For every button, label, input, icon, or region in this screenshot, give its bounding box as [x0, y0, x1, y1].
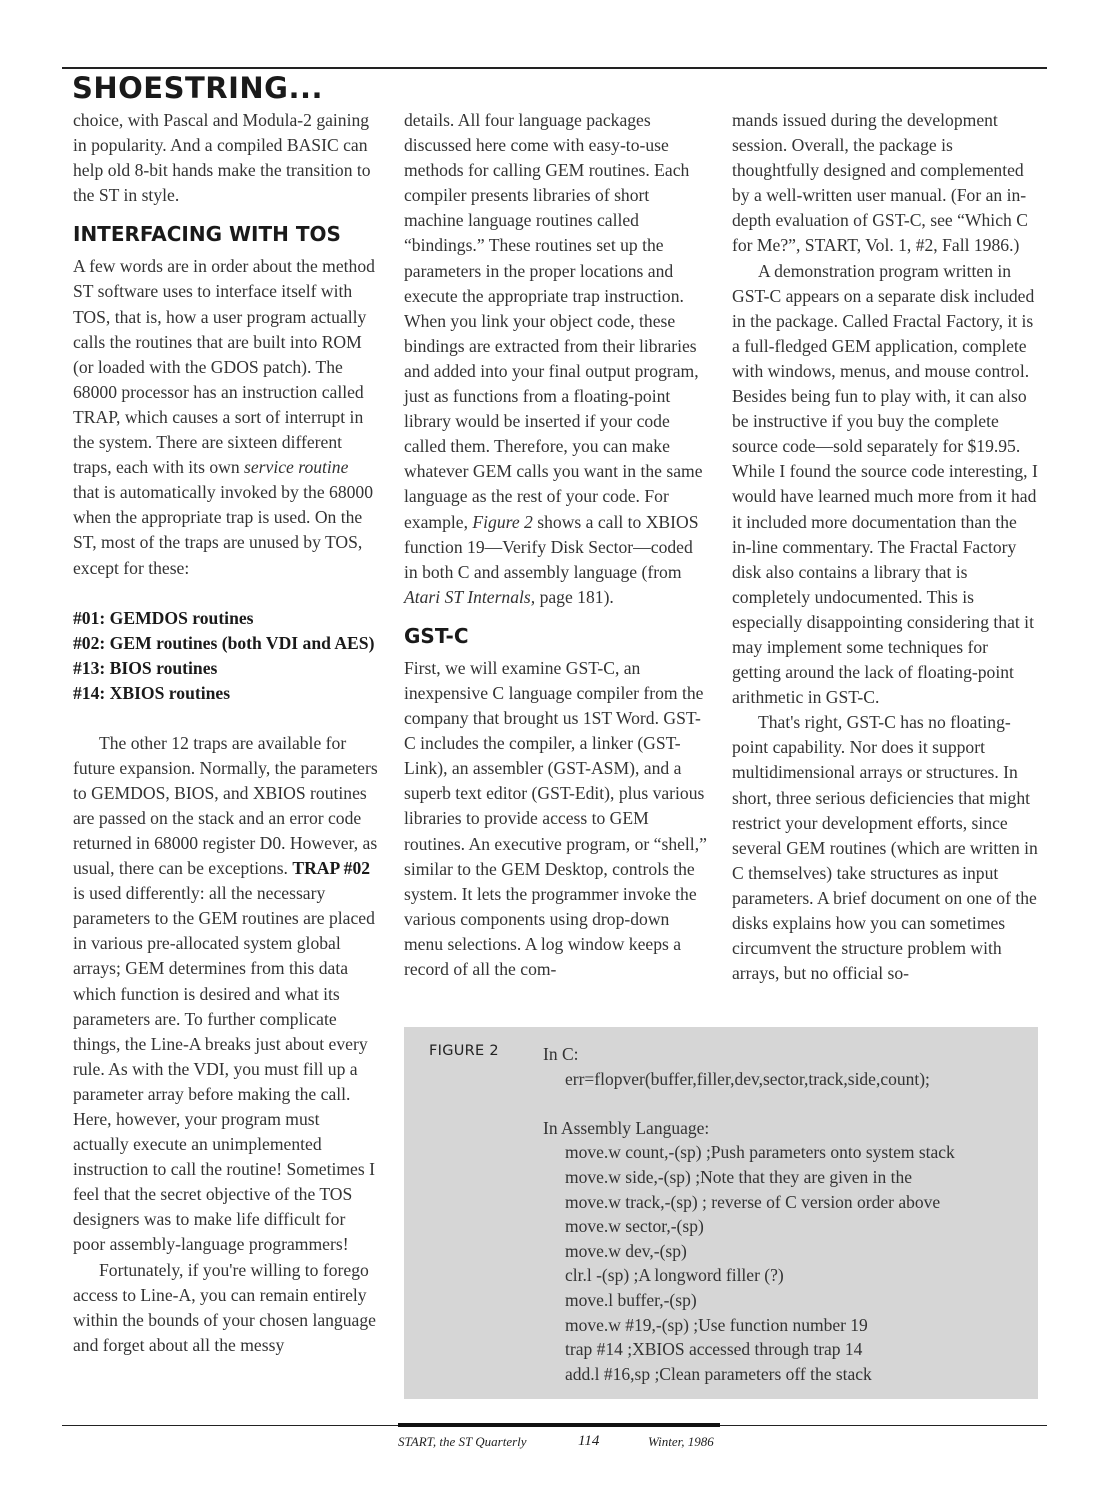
paragraph: First, we will examine GST-C, an inexpensive C language compiler from the company that brought us 1ST Word. GST-C includes the compiler, a linker (GST-Link), an assembler (GST-ASM), and a superb text editor (GST-Edit), plus various libraries to provide access to GEM routines. An executive program, or “shell,” similar to the GEM Desktop, controls the system. It lets the programmer invoke the various components using drop-down menu selections. A log window keeps a record of all the com-	[404, 657, 707, 979]
text-run: shows a call to XBIOS function 19—Verify Disk Sector—coded in both C and assembly language (from	[404, 511, 699, 582]
paragraph: choice, with Pascal and Modula-2 gaining in popularity. And a compiled BASIC can help old 8-bit hands make the transition to the ST in style.	[73, 110, 371, 206]
code-line: move.l buffer,-(sp)	[565, 1289, 697, 1310]
figure-label: FIGURE 2	[429, 1043, 499, 1059]
code-line: move.w sector,-(sp)	[565, 1216, 704, 1237]
paragraph: Fortunately, if you're willing to forego access to Line-A, you can remain entirely within the bounds of your chosen language and forget about all the messy	[73, 1259, 376, 1355]
page-number: 114	[578, 1433, 600, 1449]
figure-code	[543, 1042, 1026, 1386]
text-run: The other 12 traps are available for future expansion. Normally, the parameters to GEMDOS, BIOS, and XBIOS routines are passed on the stack and an error code returned in 68000 register D0. However, as usual, there can be exceptions.	[73, 732, 378, 879]
code-line: move.w #19,-(sp) ;Use function number 19	[565, 1314, 868, 1335]
bottom-rule-accent	[398, 1423, 720, 1427]
text-run: details. All four language packages discussed here come with easy-to-use methods for calling GEM routines. Each compiler presents libraries of short machine language routines called “bindings.” These routines set up the parameters in the proper locations and execute the appropriate trap instruction. When you link your object code, these bindings are extracted from their libraries and added into your final output program, just as functions from a floating-point library would be inserted if your code called them. Therefore, you can make whatever GEM calls you want in the same language as the rest of your code. For example,	[404, 110, 703, 532]
issue-date: Winter, 1986	[648, 1434, 714, 1449]
text-run: is used differently: all the necessary parameters to the GEM routines are placed in various pre-allocated system global arrays; GEM determines from this data which function is desired and what its parameters are. To further complicate things, the Line-A breaks just about every rule. As with the VDI, you must fill up a parameter array before making the call. Here, however, your program must actually execute an unimplemented instruction to call the routine! Sometimes I feel that the secret objective of the TOS designers was to make life difficult for poor assembly-language programmers!	[73, 883, 375, 1255]
figure-2-box	[404, 1027, 1038, 1399]
column-2	[404, 108, 710, 982]
text-run: page 181).	[539, 586, 614, 607]
figure-c-heading: In C:	[543, 1044, 579, 1064]
figure-c-code: err=flopver(buffer,filler,dev,sector,track,side,count);	[565, 1068, 930, 1089]
trap-list	[73, 606, 379, 706]
code-line: trap #14 ;XBIOS accessed through trap 14	[565, 1339, 863, 1360]
code-line: move.w count,-(sp) ;Push parameters onto system stack	[565, 1142, 955, 1163]
italic-term: Figure 2	[472, 511, 533, 532]
paragraph: mands issued during the development session. Overall, the package is thoughtfully designed and complemented by a well-written user manual. (For an in-depth evaluation of GST-C, see “Which C for Me?”, START, Vol. 1, #2, Fall 1986.)	[732, 110, 1028, 256]
paragraph	[404, 108, 710, 610]
code-line: add.l #16,sp ;Clean parameters off the stack	[565, 1363, 872, 1384]
code-line: clr.l -(sp) ;A longword filler (?)	[565, 1265, 784, 1286]
column-3	[732, 108, 1038, 986]
page-title: SHOESTRING...	[72, 71, 324, 105]
paragraph: That's right, GST-C has no floating-point capability. Nor does it support multidimensional arrays or structures. In short, three serious deficiencies that might restrict your development efforts, since several GEM routines (which are written in C themselves) take structures as input parameters. A brief document on one of the disks explains how you can sometimes circumvent the structure problem with arrays, but no official so-	[732, 712, 1038, 984]
spacer	[543, 1091, 1026, 1116]
page-footer	[398, 1434, 728, 1452]
column-1	[73, 108, 379, 1358]
paragraph: A demonstration program written in GST-C appears on a separate disk included in the package. Called Fractal Factory, it is a full-fledged GEM application, complete with windows, menus, and mouse control. Besides being fun to play with, it can also be instructive if you buy the complete source code—sold separately for $19.95. While I found the source code interesting, I would have learned much more from it had it included more documentation than the in-line commentary. The Fractal Factory disk also contains a library that is completely undocumented. This is especially disappointing considering that it may implement some techniques for getting around the lack of floating-point arithmetic in GST-C.	[732, 260, 1038, 708]
text-run: A few words are in order about the method ST software uses to interface itself with TOS, that is, how a user program actually calls the routines that are built into ROM (or loaded with the GDOS patch). The 68000 processor has an instruction called TRAP, which causes a sort of interrupt in the system. There are sixteen different traps, each with its own	[73, 256, 375, 478]
list-item: #14: XBIOS routines	[73, 682, 231, 703]
code-line: move.w dev,-(sp)	[565, 1240, 687, 1261]
italic-term: service routine	[244, 457, 349, 478]
paragraph	[73, 731, 379, 1258]
list-item: #13: BIOS routines	[73, 657, 218, 678]
list-item: #01: GEMDOS routines	[73, 607, 254, 628]
top-rule	[62, 67, 1047, 69]
figure-asm-heading: In Assembly Language:	[543, 1117, 710, 1138]
spacer	[73, 581, 379, 606]
italic-term: Atari ST Internals,	[404, 586, 536, 607]
code-line: move.w side,-(sp) ;Note that they are given in the	[565, 1166, 912, 1187]
section-heading-interfacing: INTERFACING WITH TOS	[73, 222, 341, 247]
paragraph	[73, 254, 379, 580]
list-item: #02: GEM routines (both VDI and AES)	[73, 632, 375, 653]
bold-term: TRAP #02	[292, 858, 371, 879]
section-heading-gst-c: GST-C	[404, 623, 469, 648]
text-run: that is automatically invoked by the 68000 when the appropriate trap is used. On the ST, most of the traps are unused by TOS, except for these:	[73, 482, 374, 578]
spacer	[73, 706, 379, 731]
code-line: move.w track,-(sp) ; reverse of C version order above	[565, 1191, 941, 1212]
publication-name: START, the ST Quarterly	[398, 1434, 527, 1449]
